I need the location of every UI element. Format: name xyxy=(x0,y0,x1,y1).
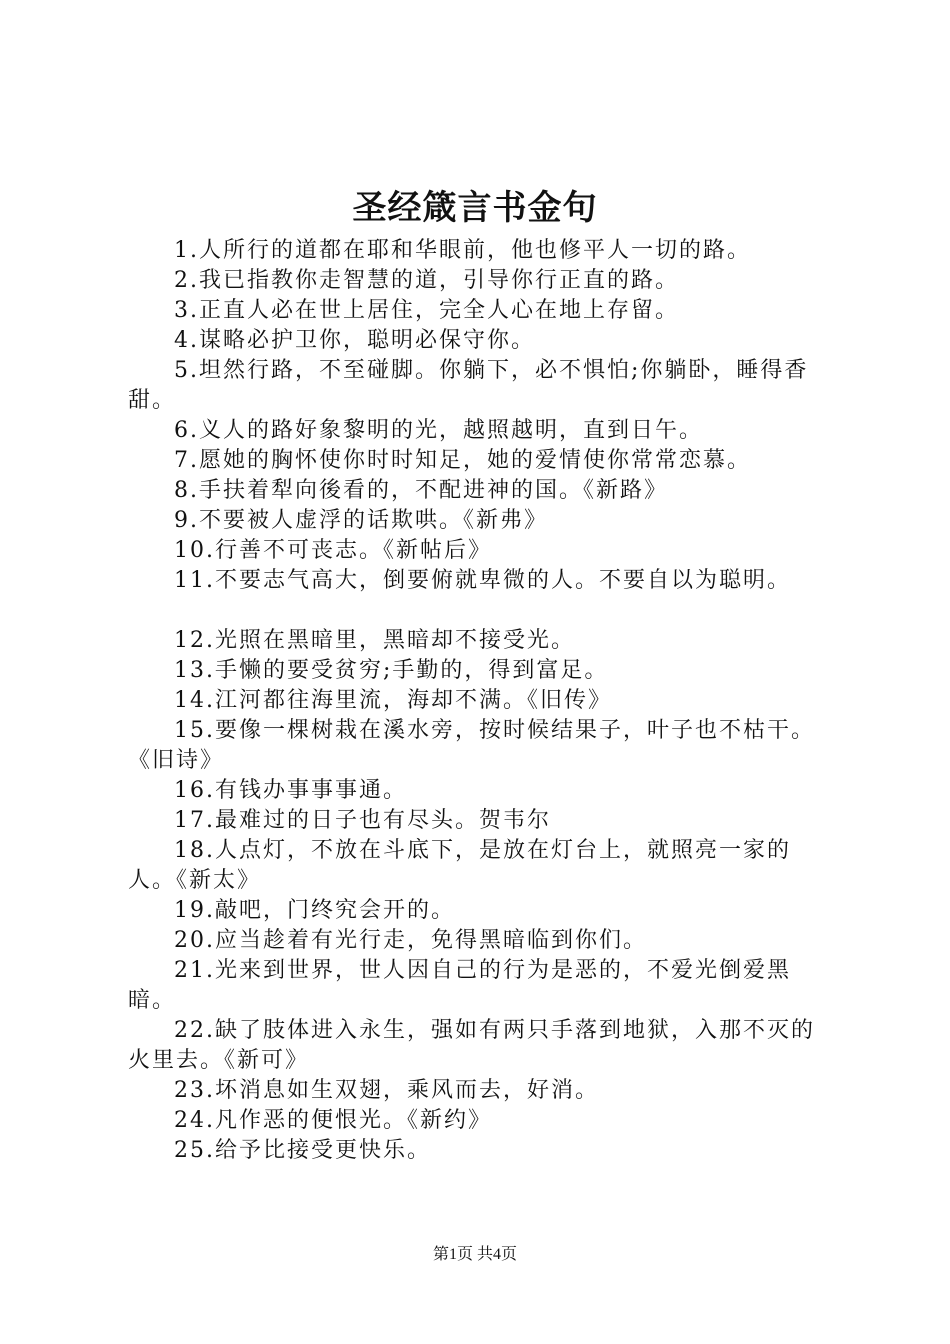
verse-paragraph: 16.有钱办事事事通。 xyxy=(174,778,407,803)
verse-paragraph: 4.谋略必护卫你，聪明必保守你。 xyxy=(174,328,535,353)
verse-paragraph: 7.愿她的胸怀使你时时知足，她的爱情使你常常恋慕。 xyxy=(174,448,751,473)
document-body xyxy=(128,236,838,1166)
verse-paragraph: 24.凡作恶的便恨光。《新约》 xyxy=(174,1108,492,1133)
verse-paragraph: 12.光照在黑暗里，黑暗却不接受光。 xyxy=(174,628,575,653)
verse-paragraph: 10.行善不可丧志。《新帖后》 xyxy=(174,538,492,563)
verse-paragraph: 11.不要志气高大，倒要俯就卑微的人。不要自以为聪明。 xyxy=(174,568,791,593)
verse-paragraph: 8.手扶着犁向後看的，不配进神的国。《新路》 xyxy=(174,478,668,503)
document-title: 圣经箴言书金句 xyxy=(352,188,598,228)
verse-paragraph: 6.义人的路好象黎明的光，越照越明，直到日午。 xyxy=(174,418,703,443)
verse-paragraph: 5.坦然行路，不至碰脚。你躺下，必不惧怕;你躺卧，睡得香甜。 xyxy=(128,358,809,413)
verse-paragraph: 25.给予比接受更快乐。 xyxy=(174,1138,431,1163)
verse-paragraph: 1.人所行的道都在耶和华眼前，他也修平人一切的路。 xyxy=(174,238,751,263)
verse-paragraph: 15.要像一棵树栽在溪水旁，按时候结果子，叶子也不枯干。《旧诗》 xyxy=(128,718,815,773)
verse-paragraph: 19.敲吧，门终究会开的。 xyxy=(174,898,455,923)
verse-paragraph: 20.应当趁着有光行走，免得黑暗临到你们。 xyxy=(174,928,647,953)
verse-paragraph: 2.我已指教你走智慧的道，引导你行正直的路。 xyxy=(174,268,679,293)
page-indicator: 第1页 共4页 xyxy=(432,1246,517,1263)
verse-paragraph: 18.人点灯，不放在斗底下，是放在灯台上，就照亮一家的人。《新太》 xyxy=(128,838,791,893)
verse-paragraph: 13.手懒的要受贫穷;手勤的，得到富足。 xyxy=(174,658,609,683)
verse-paragraph: 3.正直人必在世上居住，完全人心在地上存留。 xyxy=(174,298,679,323)
verse-paragraph: 9.不要被人虚浮的话欺哄。《新弗》 xyxy=(174,508,548,533)
verse-paragraph: 23.坏消息如生双翅，乘风而去，好消。 xyxy=(174,1078,599,1103)
verse-paragraph: 21.光来到世界，世人因自己的行为是恶的，不爱光倒爱黑暗。 xyxy=(128,958,791,1013)
verse-paragraph: 14.江河都往海里流，海却不满。《旧传》 xyxy=(174,688,612,713)
verse-paragraph: 17.最难过的日子也有尽头。贺韦尔 xyxy=(174,808,551,833)
verse-paragraph: 22.缺了肢体进入永生，强如有两只手落到地狱，入那不灭的火里去。《新可》 xyxy=(128,1018,815,1073)
